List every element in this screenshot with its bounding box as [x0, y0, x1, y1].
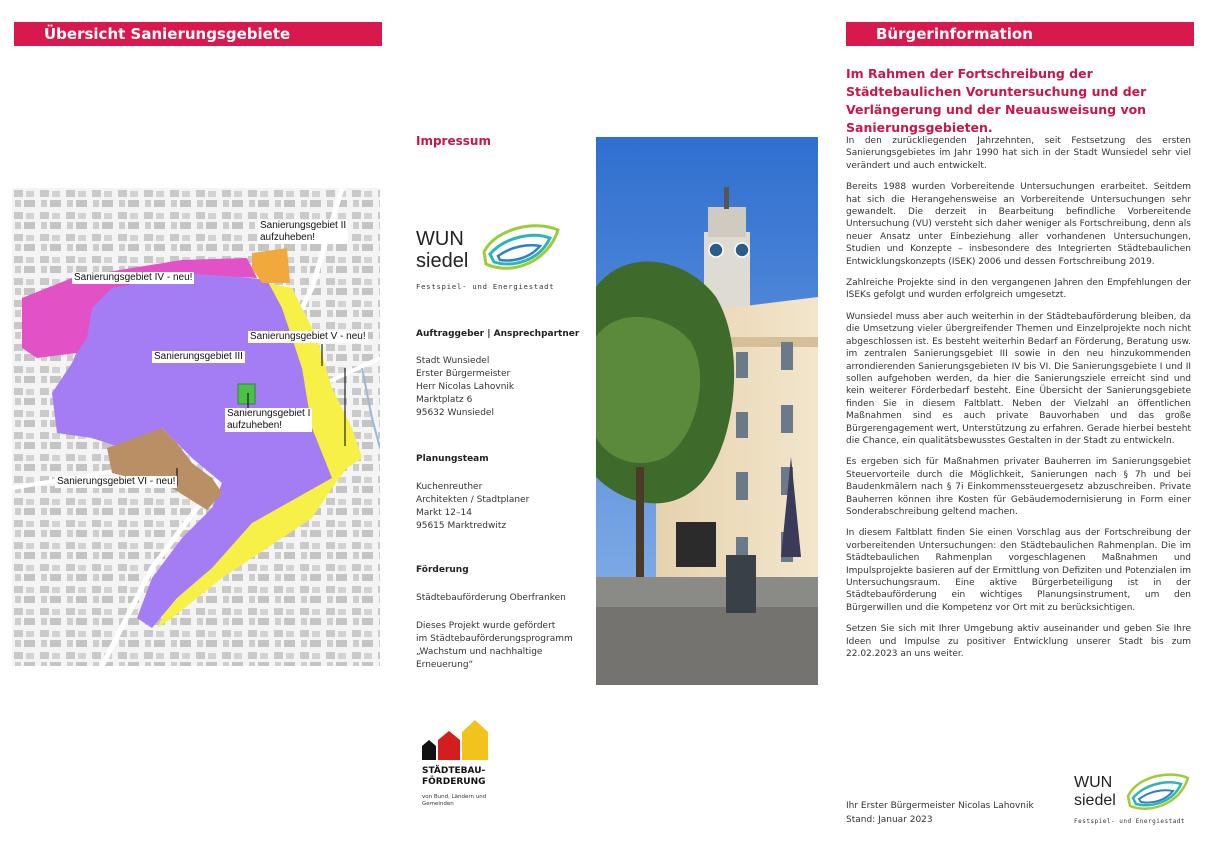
funding-logo-subtitle: von Bund, Ländern und Gemeinden: [422, 794, 487, 807]
map-graphic: [12, 188, 380, 666]
lead-heading: Im Rahmen der Fortschreibung der Städtebaulichen Voruntersuchung und der Verlängerung und der Neuausweisung von Sanierungsgebieten.: [846, 66, 1147, 135]
map-banner: Übersicht Sanierungsgebiete: [14, 22, 382, 46]
date-stamp: Stand: Januar 2023: [846, 815, 933, 825]
info-banner: Bürgerinformation: [846, 22, 1194, 46]
paragraph-2: Bereits 1988 wurden Vorbereitende Untersuchungen erarbeitet. Seitdem hat sich die Herangehensweise an Vorbereitende Untersuchungen sehr gewandelt. Die derzeit in Bearbeitung befindliche Vorbereitende Untersuchung (VU) versteht sich daher weniger als Fortschreibung, denn als neuer Ansatz unter Einbeziehung aller vorhandenen Untersuchungen, Studien und Konzepte – insbesondere des Integrierten Städtebaulichen Entwicklungskonzepts (ISEK) 2006 und dessen Fortschreibung 2019.: [846, 182, 1191, 267]
area-i-shape: [238, 384, 255, 404]
footer-logo-tagline: Festspiel- und Energiestadt: [1074, 818, 1186, 825]
logo-tagline: Festspiel- und Energiestadt: [416, 282, 555, 291]
funding-logo-title: STÄDTEBAU- FÖRDERUNG: [422, 766, 486, 787]
wunsiedel-logo: [416, 218, 566, 294]
map-label-area-vi: Sanierungsgebiet VI - neu!: [57, 476, 176, 487]
town-hall-photo: [596, 137, 818, 685]
funding-heading: Förderung: [416, 565, 469, 575]
town-hall-illustration: [596, 137, 818, 685]
client-address: Stadt Wunsiedel Erster Bürgermeister Herr Nicolas Lahovnik Marktplatz 6 95632 Wunsiedel: [416, 356, 515, 418]
impressum-title: Impressum: [416, 134, 491, 148]
funding-note: Dieses Projekt wurde gefördert im Städtebauförderungsprogramm „Wachstum und nachhaltige Erneuerung“: [416, 621, 573, 670]
map-label-area-ii: Sanierungsgebiet II aufzuheben!: [260, 220, 347, 243]
paragraph-7: Setzen Sie sich mit Ihrer Umgebung aktiv auseinander und geben Sie Ihre Ideen und Impulse zu positiver Entwicklung unserer Stadt bis zum 22.02.2023 an uns weiter.: [846, 624, 1191, 660]
staedtebaufoerderung-logo: [420, 714, 510, 814]
funding-line: Städtebauförderung Oberfranken: [416, 593, 566, 603]
paragraph-4: Wunsiedel muss aber auch weiterhin in der Städtebauförderung bleiben, da die Umsetzung vieler übergreifender Themen und Einzelprojekte noch nicht abgeschlossen ist. Es besteht weiterhin Bedarf an Förderung, Beratung usw. im zentralen Sanierungsgebiet III sowie in den neu hinzukommenden arrondierenden Sanierungsgebieten IV bis VI. Die Sanierungsgebiete I und II sollen aufgehoben werden, da hier die Sanierungsziele erreicht sind und kein weiterer Förderbedarf besteht. Eine Übersicht der Sanierungsgebiete finden Sie in diesem Faltblatt. Neben der Vielzahl an öffentlichen Maßnahmen sind es auch private Bauvorhaben und das große Bürgerengagement wert, Unterstützung zu erfahren. Gerade hierbei besteht die Chance, ein qualitätsbewusstes Gestalten in der Stadt zu entwickeln.: [846, 311, 1191, 446]
logo-wordmark: WUN siedel: [416, 228, 469, 272]
body-text: [846, 135, 1191, 669]
planning-heading: Planungsteam: [416, 454, 489, 464]
paragraph-5: Es ergeben sich für Maßnahmen privater Bauherren im Sanierungsgebiet Steuervorteile durch die Möglichkeit, Sanierungen nach § 7h und bei Baudenkmälern nach § 7i Einkommenssteuergesetz abzuschreiben. Private Bauherren können ihre Kosten für Gebäudemodernisierung in Form einer Sonderabschreibung geltend machen.: [846, 457, 1191, 517]
houses-icon: [420, 714, 490, 762]
signature: Ihr Erster Bürgermeister Nicolas Lahovnik: [846, 801, 1034, 811]
map-label-area-iv: Sanierungsgebiet IV - neu!: [74, 272, 193, 283]
map-label-area-iii: Sanierungsgebiet III: [154, 351, 243, 362]
map-label-area-i: Sanierungsgebiet I aufzuheben!: [227, 408, 311, 431]
wunsiedel-logo-footer: [1074, 768, 1194, 828]
paragraph-3: Zahlreiche Projekte sind in den vergangenen Jahren den Empfehlungen der ISEKs gefolgt und wurden erfolgreich umgesetzt.: [846, 278, 1191, 301]
footer-logo-wordmark: WUN siedel: [1074, 774, 1116, 809]
paragraph-1: In den zurückliegenden Jahrzehnten, seit Festsetzung des ersten Sanierungsgebietes im Jahr 1990 hat sich in der Stadt Wunsiedel sehr viel verändert und auch entwickelt.: [846, 136, 1191, 171]
client-heading: Auftraggeber | Ansprechpartner: [416, 329, 580, 339]
map-label-area-v: Sanierungsgebiet V - neu!: [250, 331, 366, 342]
redevelopment-map: [12, 188, 380, 666]
planning-address: Kuchenreuther Architekten / Stadtplaner Markt 12–14 95615 Marktredwitz: [416, 482, 530, 531]
paragraph-6: In diesem Faltblatt finden Sie einen Vorschlag aus der Fortschreibung der vorbereitenden Untersuchungen: den Städtebaulichen Rahmenplan. Die im Städtebaulichen Rahmenplan vorgeschlagenen Maßnahmen und Impulsprojekte basieren auf der Ermittlung von Defiziten und Potenzialen im Untersuchungsraum. Eine aktive Bürgerbeteiligung ist in der Städtebauförderung ein wichtiges Planungsinstrument, um den Bürgerwillen und die Kompetenz vor Ort mit zu berücksichtigen.: [846, 528, 1191, 613]
